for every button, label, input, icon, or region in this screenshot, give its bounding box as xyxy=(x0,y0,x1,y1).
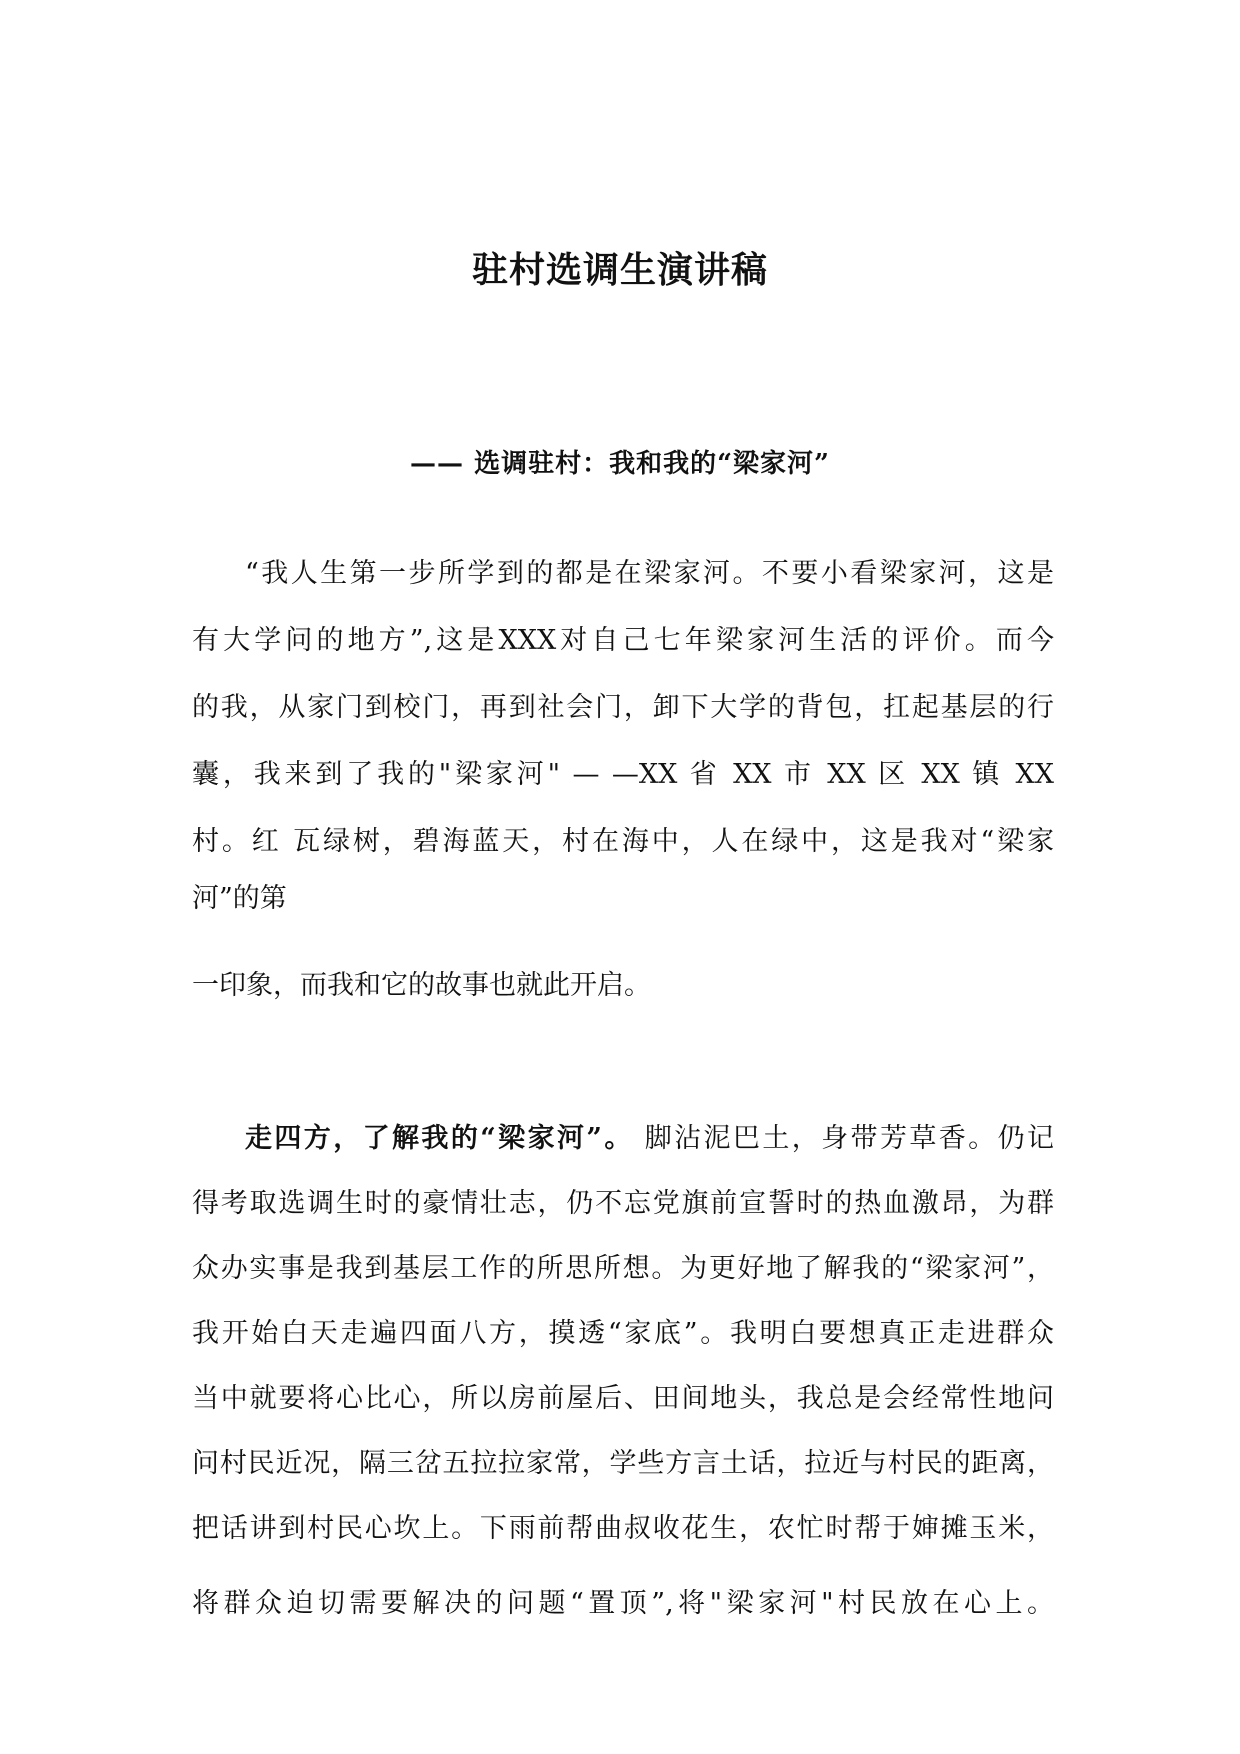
paragraph-line: 把话讲到村民心坎上。下雨前帮曲叔收花生，农忙时帮于婶摊玉米， xyxy=(192,1513,1054,1544)
paragraph-line: 当中就要将心比心，所以房前屋后、田间地头，我总是会经常性地问 xyxy=(192,1383,1054,1414)
paragraph-line: 河”的第 xyxy=(192,883,287,914)
paragraph-line: 将群众迫切需要解决的问题“置顶”,将"梁家河"村民放在心上。 xyxy=(192,1588,1054,1619)
paragraph-line: 囊，我来到了我的"梁家河" — —XX 省 XX 市 XX 区 XX 镇 XX xyxy=(192,759,1054,790)
paragraph-first-line xyxy=(245,1119,1054,1159)
paragraph-line: 众办实事是我到基层工作的所思所想。为更好地了解我的“梁家河”， xyxy=(192,1253,1054,1284)
paragraph-line: 我开始白天走遍四面八方，摸透“家底”。我明白要想真正走进群众 xyxy=(192,1318,1054,1349)
paragraph-heading: 走四方，了解我的“梁家河”。 xyxy=(245,1123,634,1154)
paragraph-line: 得考取选调生时的豪情壮志，仍不忘党旗前宣誓时的热血激昂，为群 xyxy=(192,1188,1054,1219)
paragraph-line: 问村民近况，隔三岔五拉拉家常，学些方言土话，拉近与村民的距离， xyxy=(192,1448,1054,1479)
paragraph-line: 有大学问的地方”,这是XXX对自己七年梁家河生活的评价。而今 xyxy=(192,625,1054,656)
paragraph-line: “我人生第一步所学到的都是在梁家河。不要小看梁家河，这是 xyxy=(245,558,1054,589)
document-title: 驻村选调生演讲稿 xyxy=(471,249,768,291)
paragraph-line: 村。红 瓦绿树，碧海蓝天，村在海中，人在绿中，这是我对“梁家 xyxy=(192,826,1054,857)
paragraph-text: 脚沾泥巴土，身带芳草香。仍记 xyxy=(633,1123,1054,1154)
paragraph-line: 的我，从家门到校门，再到社会门，卸下大学的背包，扛起基层的行 xyxy=(192,692,1054,723)
document-subtitle: —— 选调驻村：我和我的“梁家河” xyxy=(410,449,830,479)
paragraph-line: 一印象，而我和它的故事也就此开启。 xyxy=(192,970,651,1001)
